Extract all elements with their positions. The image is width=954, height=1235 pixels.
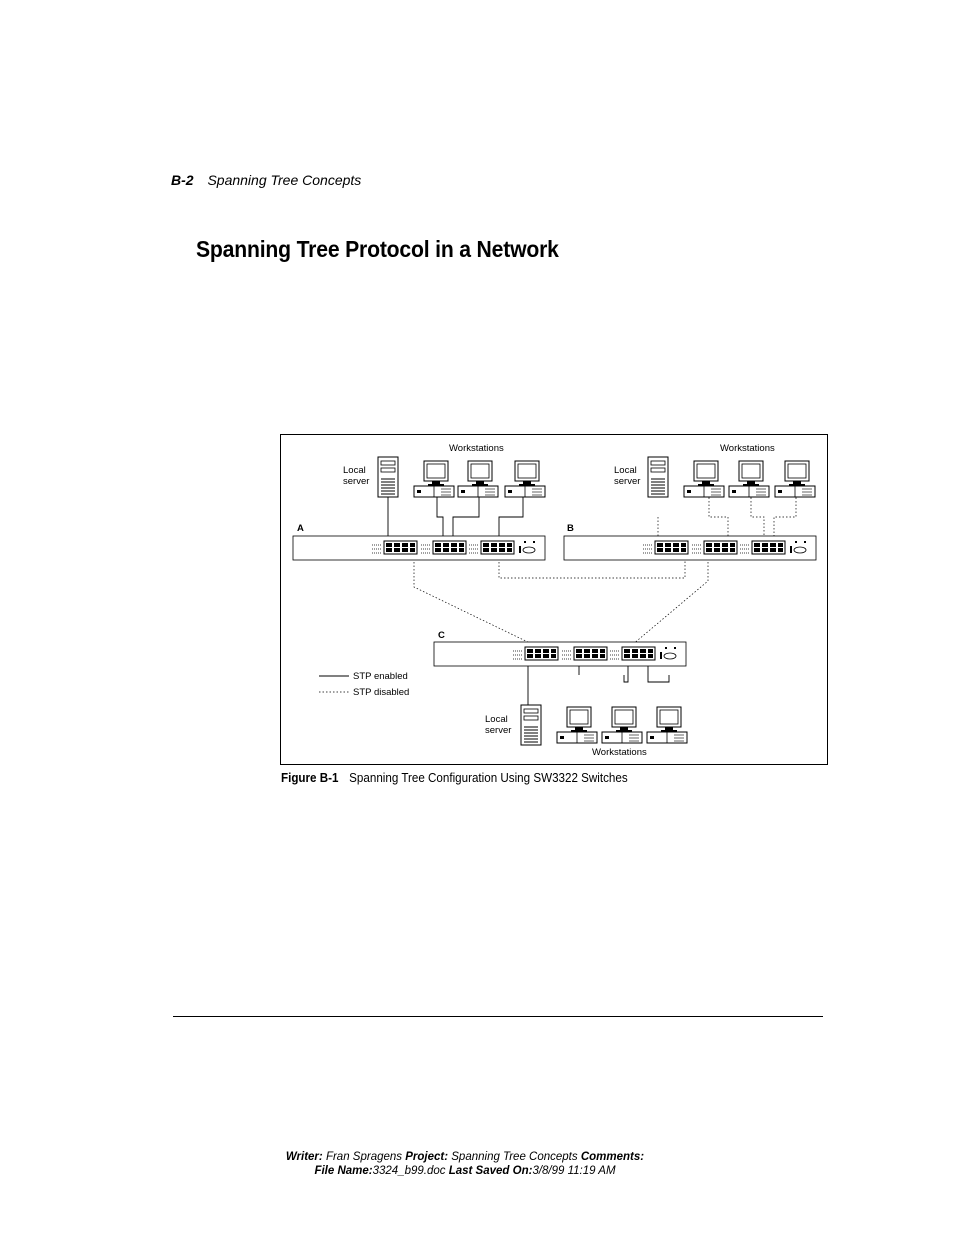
figure-number: Figure B-1 xyxy=(281,771,339,785)
local-server-label-a-2: server xyxy=(343,476,370,487)
project-label: Project: xyxy=(405,1151,449,1163)
local-server-label-a-1: Local xyxy=(343,465,366,476)
footer-line-1 xyxy=(200,1151,730,1163)
switch-c xyxy=(434,642,686,666)
stp-enabled-links xyxy=(388,487,669,705)
footer-line-2 xyxy=(200,1165,730,1177)
figure-caption-text: Spanning Tree Configuration Using SW3322 Switches xyxy=(349,771,628,785)
switch-a xyxy=(293,536,545,560)
comments-label: Comments: xyxy=(580,1151,645,1163)
switch-b xyxy=(564,536,816,560)
workstation-icon xyxy=(602,707,642,743)
local-server-label-b-1: Local xyxy=(614,465,637,476)
workstation-icon xyxy=(775,461,815,497)
filename-label: File Name: xyxy=(314,1165,373,1177)
writer-label: Writer: xyxy=(285,1151,323,1163)
saved-label: Last Saved On: xyxy=(448,1165,533,1177)
local-server-label-c-2: server xyxy=(485,725,512,736)
workstation-icon xyxy=(684,461,724,497)
legend-enabled-label: STP enabled xyxy=(353,671,408,682)
network-diagram xyxy=(280,434,828,765)
workstations-label-a: Workstations xyxy=(449,443,504,454)
local-server-label-c-1: Local xyxy=(485,714,508,725)
server-b-icon xyxy=(648,457,668,497)
legend-disabled-label: STP disabled xyxy=(353,687,410,698)
switch-c-label: C xyxy=(438,630,445,641)
local-server-label-b-2: server xyxy=(614,476,641,487)
filename-value: 3324_b99.doc xyxy=(372,1165,446,1177)
page-title: Spanning Tree Protocol in a Network xyxy=(196,236,559,262)
workstation-icon xyxy=(729,461,769,497)
saved-value: 3/8/99 11:19 AM xyxy=(532,1165,616,1177)
writer-value: Fran Spragens xyxy=(325,1151,403,1163)
workstation-icon xyxy=(505,461,545,497)
stp-disabled-links xyxy=(414,487,796,645)
workstation-icon xyxy=(458,461,498,497)
page-number: B-2 xyxy=(171,172,194,188)
section-title: Spanning Tree Concepts xyxy=(207,172,362,188)
workstations-label-b: Workstations xyxy=(720,443,775,454)
switch-a-label: A xyxy=(297,523,304,534)
workstations-label-c: Workstations xyxy=(592,747,647,758)
running-head xyxy=(171,172,361,188)
workstation-icon xyxy=(557,707,597,743)
server-a-icon xyxy=(378,457,398,497)
diagram-canvas xyxy=(281,435,829,766)
server-c-icon xyxy=(521,705,541,745)
footer-rule xyxy=(173,1016,823,1017)
workstation-icon xyxy=(647,707,687,743)
workstation-icon xyxy=(414,461,454,497)
figure-caption xyxy=(281,771,628,785)
project-value: Spanning Tree Concepts xyxy=(451,1151,578,1163)
switch-b-label: B xyxy=(567,523,574,534)
